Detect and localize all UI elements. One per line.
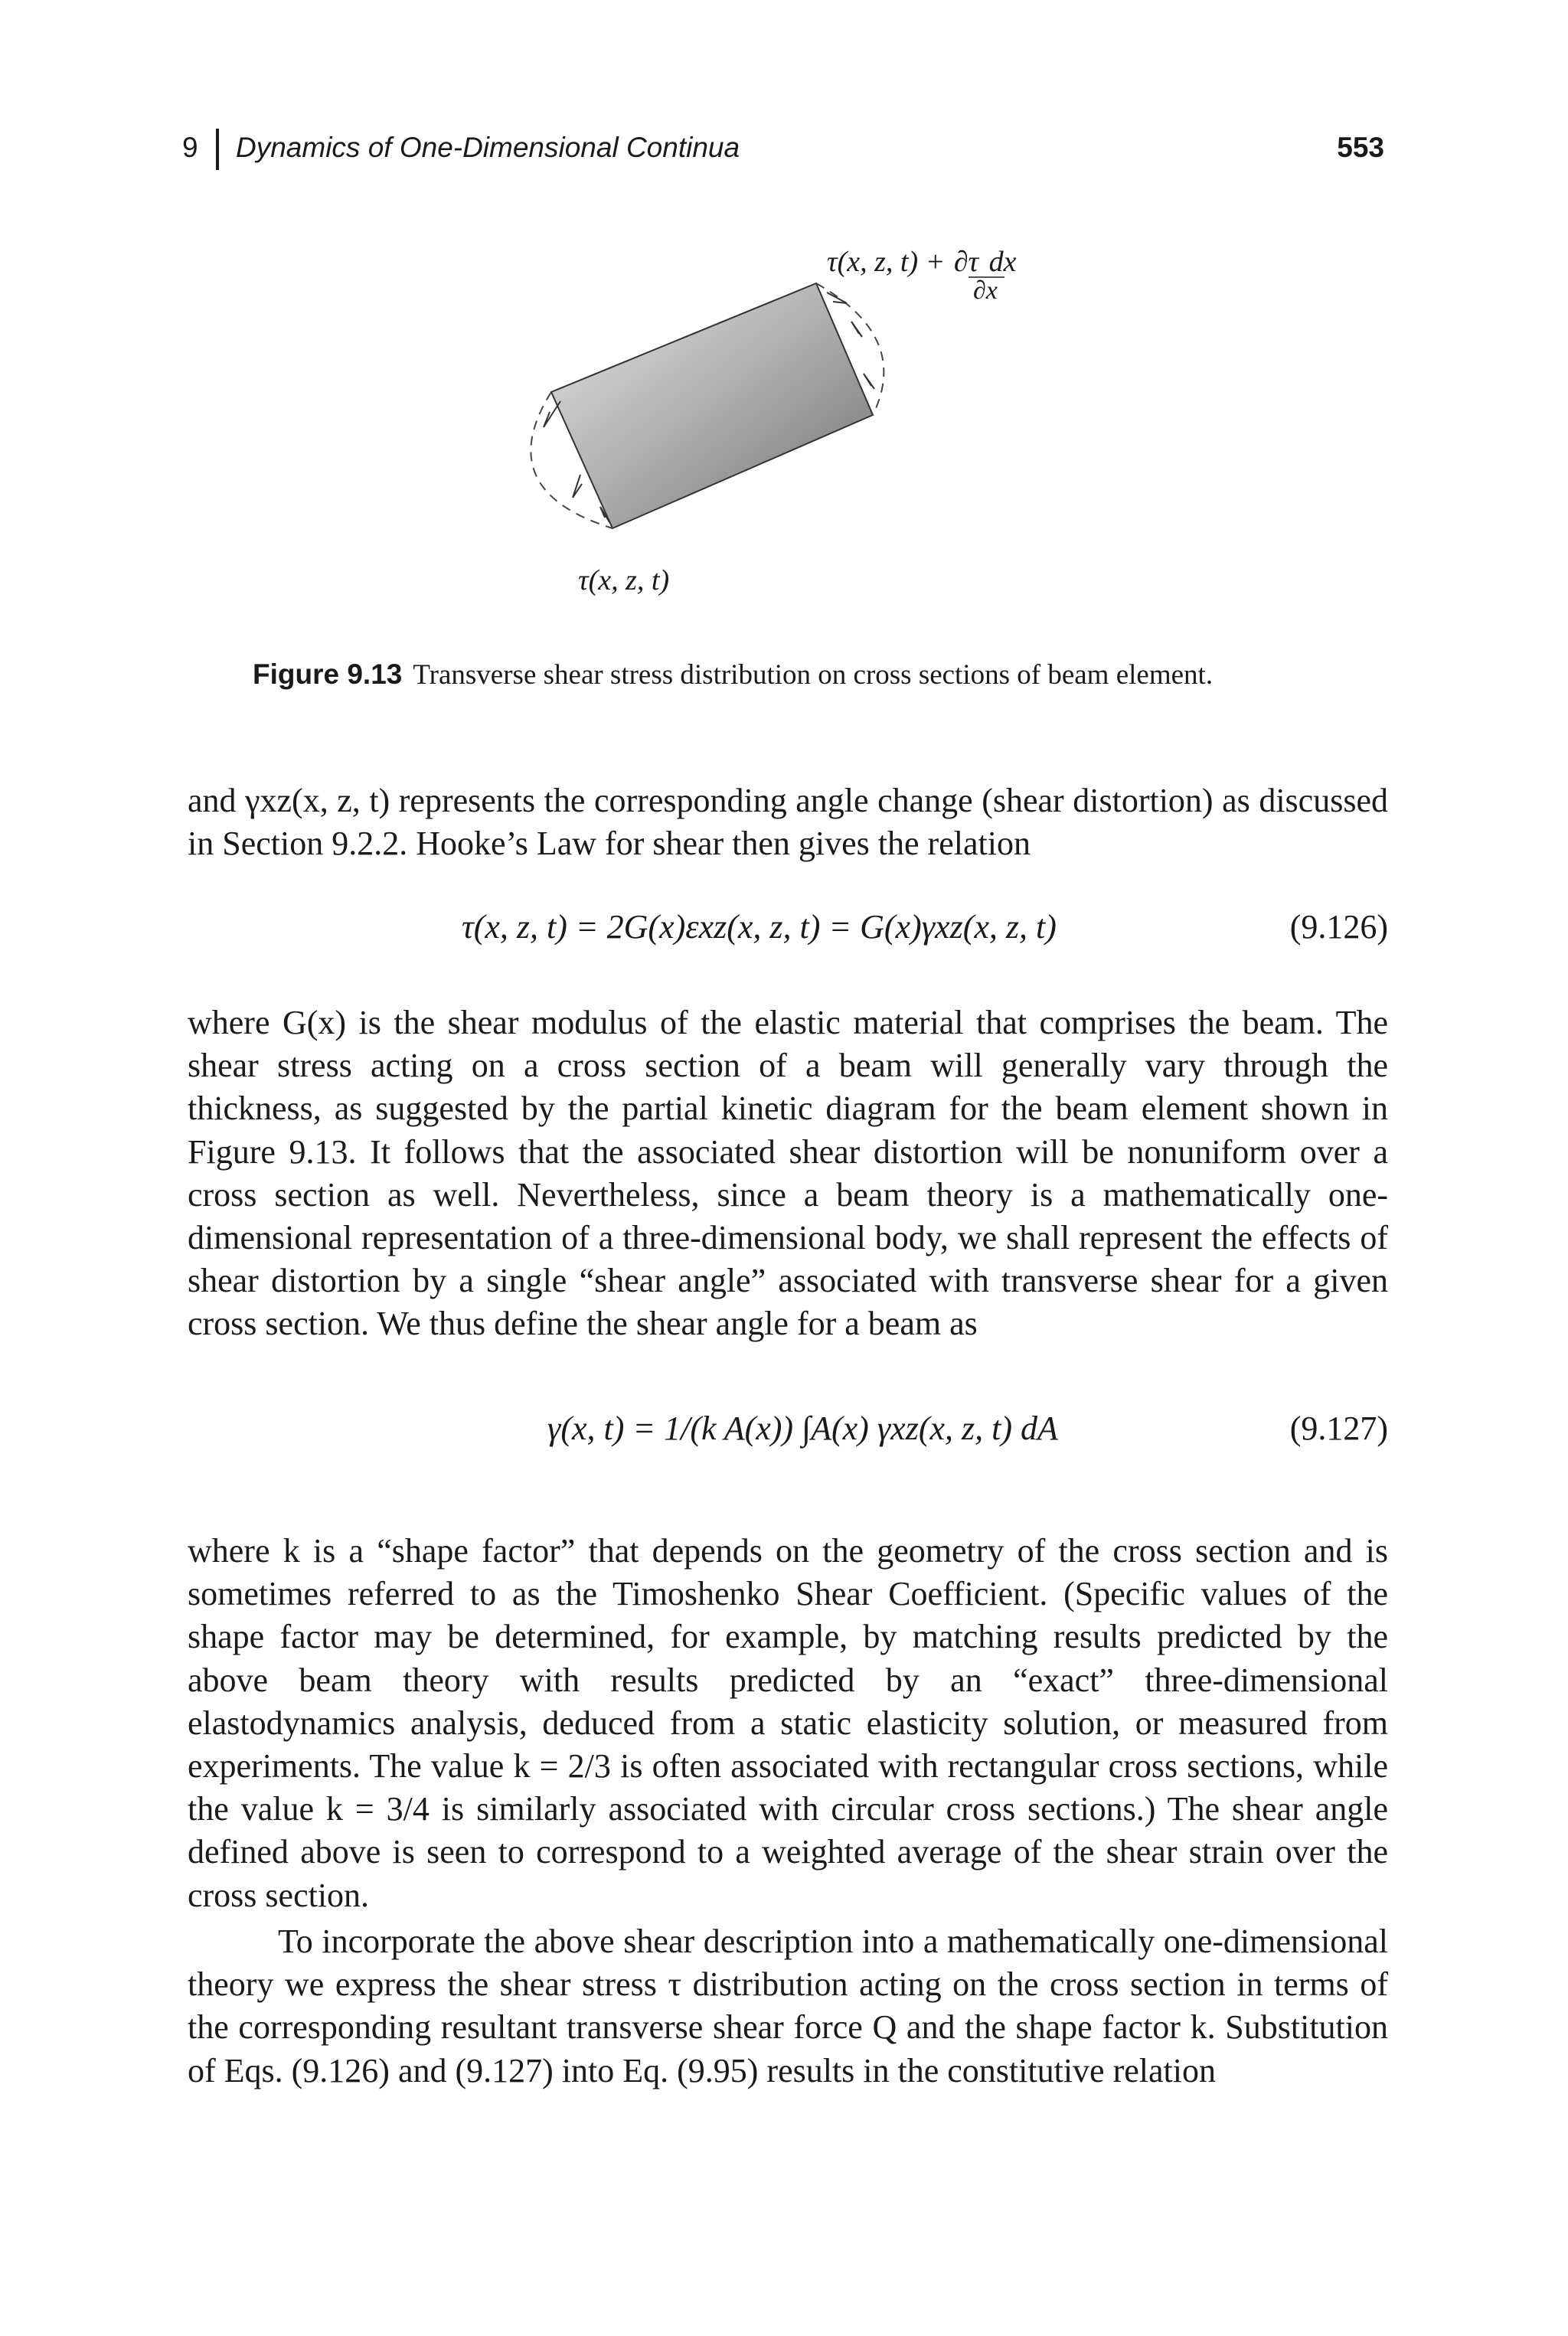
equation-9-127-body: γ(x, t) = 1/(k A(x)) ∫A(x) γxz(x, z, t) dA (547, 1410, 1058, 1447)
figure-caption-text: Transverse shear stress distribution on cross sections of beam element. (413, 659, 1214, 691)
header-divider (216, 129, 219, 170)
page-number: 553 (1337, 132, 1384, 163)
equation-9-126-number: (9.126) (1289, 908, 1388, 946)
figure-label: Figure 9.13 (253, 658, 403, 690)
figure-caption (253, 658, 1401, 691)
paragraph-2: where G(x) is the shear modulus of the elastic material that comprises the beam. The shear stress acting on a cross section of a beam will generally vary through the thickness, as suggested by the partial kinetic diagram for the beam element shown in Figure 9.13. It follows that the associated shear distortion will be nonuniform over a cross section as well. Nevertheless, since a beam theory is a mathematically one-dimensional representation of a three-dimensional body, we shall represent the effects of shear distortion by a single “shear angle” associated with transverse shear for a given cross section. We thus define the shear angle for a beam as (188, 1004, 1388, 1343)
beam-element-figure (429, 237, 1118, 605)
svg-text:∂x: ∂x (973, 276, 998, 305)
chapter-title: Dynamics of One-Dimensional Continua (236, 132, 740, 163)
paragraph-3: where k is a “shape factor” that depends on the geometry of the cross section and is sometimes referred to as the Timoshenko Shear Coefficient. (Specific values of the shape factor may be determined, for example, by matching results predicted by the above beam theory with results predicted by an “exact” three-dimensional elastodynamics analysis, deduced from a static elasticity solution, or measured from experiments. The value k = 2/3 is often associated with rectangular cross sections, while the value k = 3/4 is similarly associated with circular cross sections.) The shear angle defined above is seen to correspond to a weighted average of the shear strain over the cross section. (188, 1532, 1388, 1914)
stress-label-bottom: τ(x, z, t) (578, 564, 670, 596)
paragraph-4: To incorporate the above shear description into a mathematically one-dimensional theory we express the shear stress τ distribution acting on the cross section in terms of the corresponding resultant transverse shear force Q and the shape factor k. Substitution of Eqs. (9.126) and (9.127) into Eq. (9.95) results in the constitutive relation (188, 1923, 1388, 2089)
equation-9-126-body: τ(x, z, t) = 2G(x)εxz(x, z, t) = G(x)γxz(x, z, t) (462, 908, 1057, 946)
beam-element (551, 283, 873, 528)
paragraph-1: and γxz(x, z, t) represents the corresponding angle change (shear distortion) as discussed in Section 9.2.2. Hooke’s Law for shear then gives the relation (188, 782, 1388, 863)
chapter-number: 9 (182, 132, 198, 163)
stress-label-top: τ(x, z, t) + ∂τ dx (827, 246, 1017, 278)
equation-9-126 (188, 907, 1388, 976)
equation-9-127 (188, 1409, 1388, 1478)
running-header (182, 132, 1384, 175)
equation-9-127-number: (9.127) (1289, 1410, 1388, 1447)
